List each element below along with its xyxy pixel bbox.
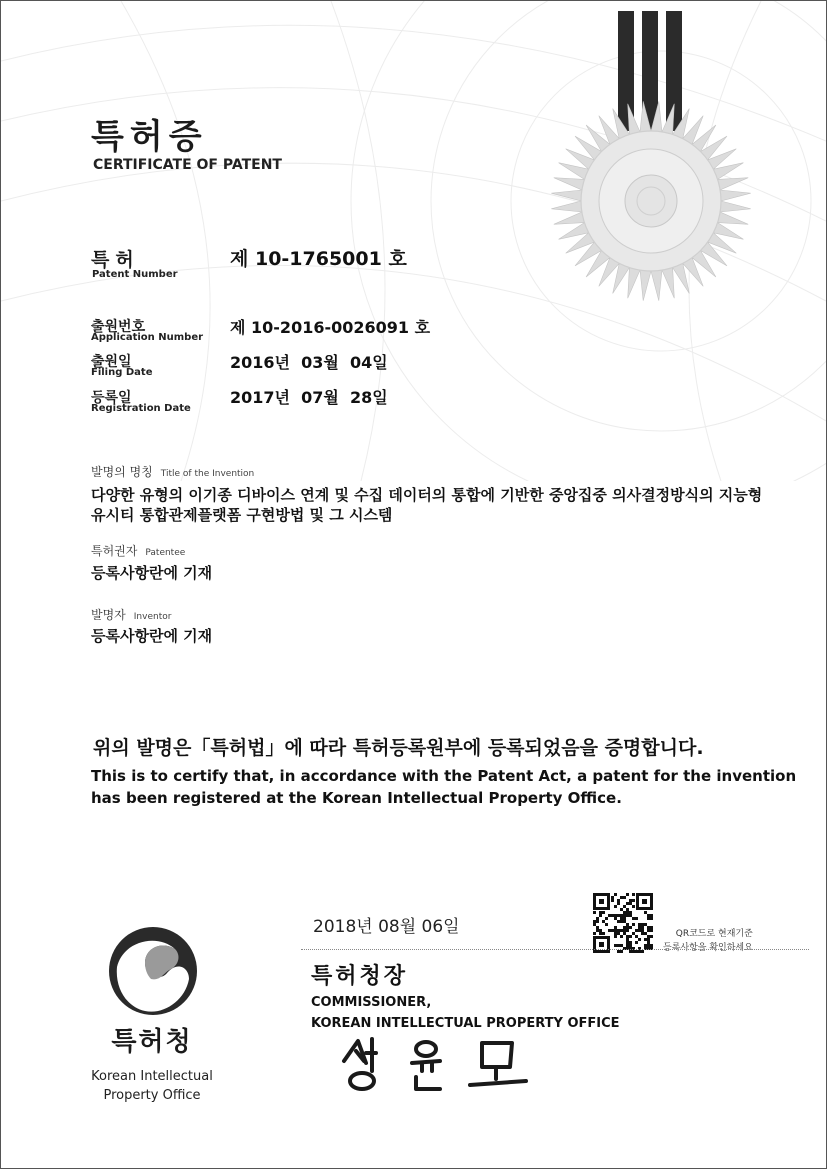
qr-note-line1: QR코드로 현재기준 <box>675 929 753 939</box>
invention-title-line2: 유시티 통합관제플랫폼 구현방법 및 그 시스템 <box>91 506 393 524</box>
title-english: CERTIFICATE OF PATENT <box>93 157 282 173</box>
registration-date-label: 등록일 <box>91 390 132 406</box>
patentee-header <box>91 540 185 559</box>
patentee-value: 등록사항란에 기재 <box>91 564 213 582</box>
seal-core <box>625 175 677 227</box>
filing-date-label-en: Filing Date <box>91 367 153 378</box>
patent-number-label: 특허 <box>91 249 140 271</box>
invention-label: 발명의 명칭 <box>91 465 153 479</box>
qr-code[interactable] <box>593 893 653 953</box>
application-number-label-en: Application Number <box>91 332 204 343</box>
commissioner-line2: KOREAN INTELLECTUAL PROPERTY OFFICE <box>311 1016 620 1031</box>
patent-number-label-en: Patent Number <box>92 269 178 280</box>
invention-title-line1: 다양한 유형의 이기종 디바이스 연계 및 수집 데이터의 통합에 기반한 중앙집중 의사결정방식의 지능형 <box>91 486 763 504</box>
patentee-label: 특허권자 <box>91 544 138 558</box>
inventor-label: 발명자 <box>91 608 126 622</box>
filing-date-value: 2016년 03월 04일 <box>230 353 388 372</box>
kipo-logo-line1: Korean Intellectual <box>91 1069 213 1084</box>
inventor-label-en: Inventor <box>133 612 172 622</box>
certification-korean: 위의 발명은「특허법」에 따라 특허등록원부에 등록되었음을 증명합니다. <box>93 737 704 759</box>
title-korean: 특허증 <box>91 117 208 157</box>
registration-date-label-en: Registration Date <box>91 403 191 414</box>
certification-english-line2: has been registered at the Korean Intellectual Property Office. <box>91 789 622 807</box>
registration-date-value: 2017년 07월 28일 <box>230 388 388 407</box>
kipo-logo-icon <box>105 923 201 1019</box>
commissioner-line1: COMMISSIONER, <box>311 995 432 1010</box>
certification-english-line1: This is to certify that, in accordance with the Patent Act, a patent for the invention <box>91 767 797 785</box>
kipo-logo-line2: Property Office <box>103 1088 201 1103</box>
patent-number-value: 제 10-1765001 호 <box>230 248 407 270</box>
kipo-logo-name-korean: 특허청 <box>111 1027 193 1057</box>
commissioner-title-korean: 특허청장 <box>311 964 409 989</box>
commissioner-title-english <box>311 992 620 1034</box>
qr-note <box>663 927 753 955</box>
kipo-logo-name-english <box>79 1067 225 1105</box>
invention-title-header <box>91 461 254 480</box>
inventor-header <box>91 604 171 623</box>
invention-label-en: Title of the Invention <box>160 469 255 479</box>
patentee-label-en: Patentee <box>145 548 186 558</box>
signature <box>336 1031 536 1101</box>
inventor-value: 등록사항란에 기재 <box>91 627 213 645</box>
filing-date-label: 출원일 <box>91 354 132 370</box>
issue-date: 2018년 08월 06일 <box>313 917 460 937</box>
application-number-value: 제 10-2016-0026091 호 <box>230 318 431 337</box>
certification-english <box>91 765 796 809</box>
application-number-label: 출원번호 <box>91 319 146 335</box>
qr-note-line2: 등록사항을 확인하세요 <box>663 943 753 953</box>
signature-divider <box>301 949 809 950</box>
seal-emblem <box>541 11 761 311</box>
